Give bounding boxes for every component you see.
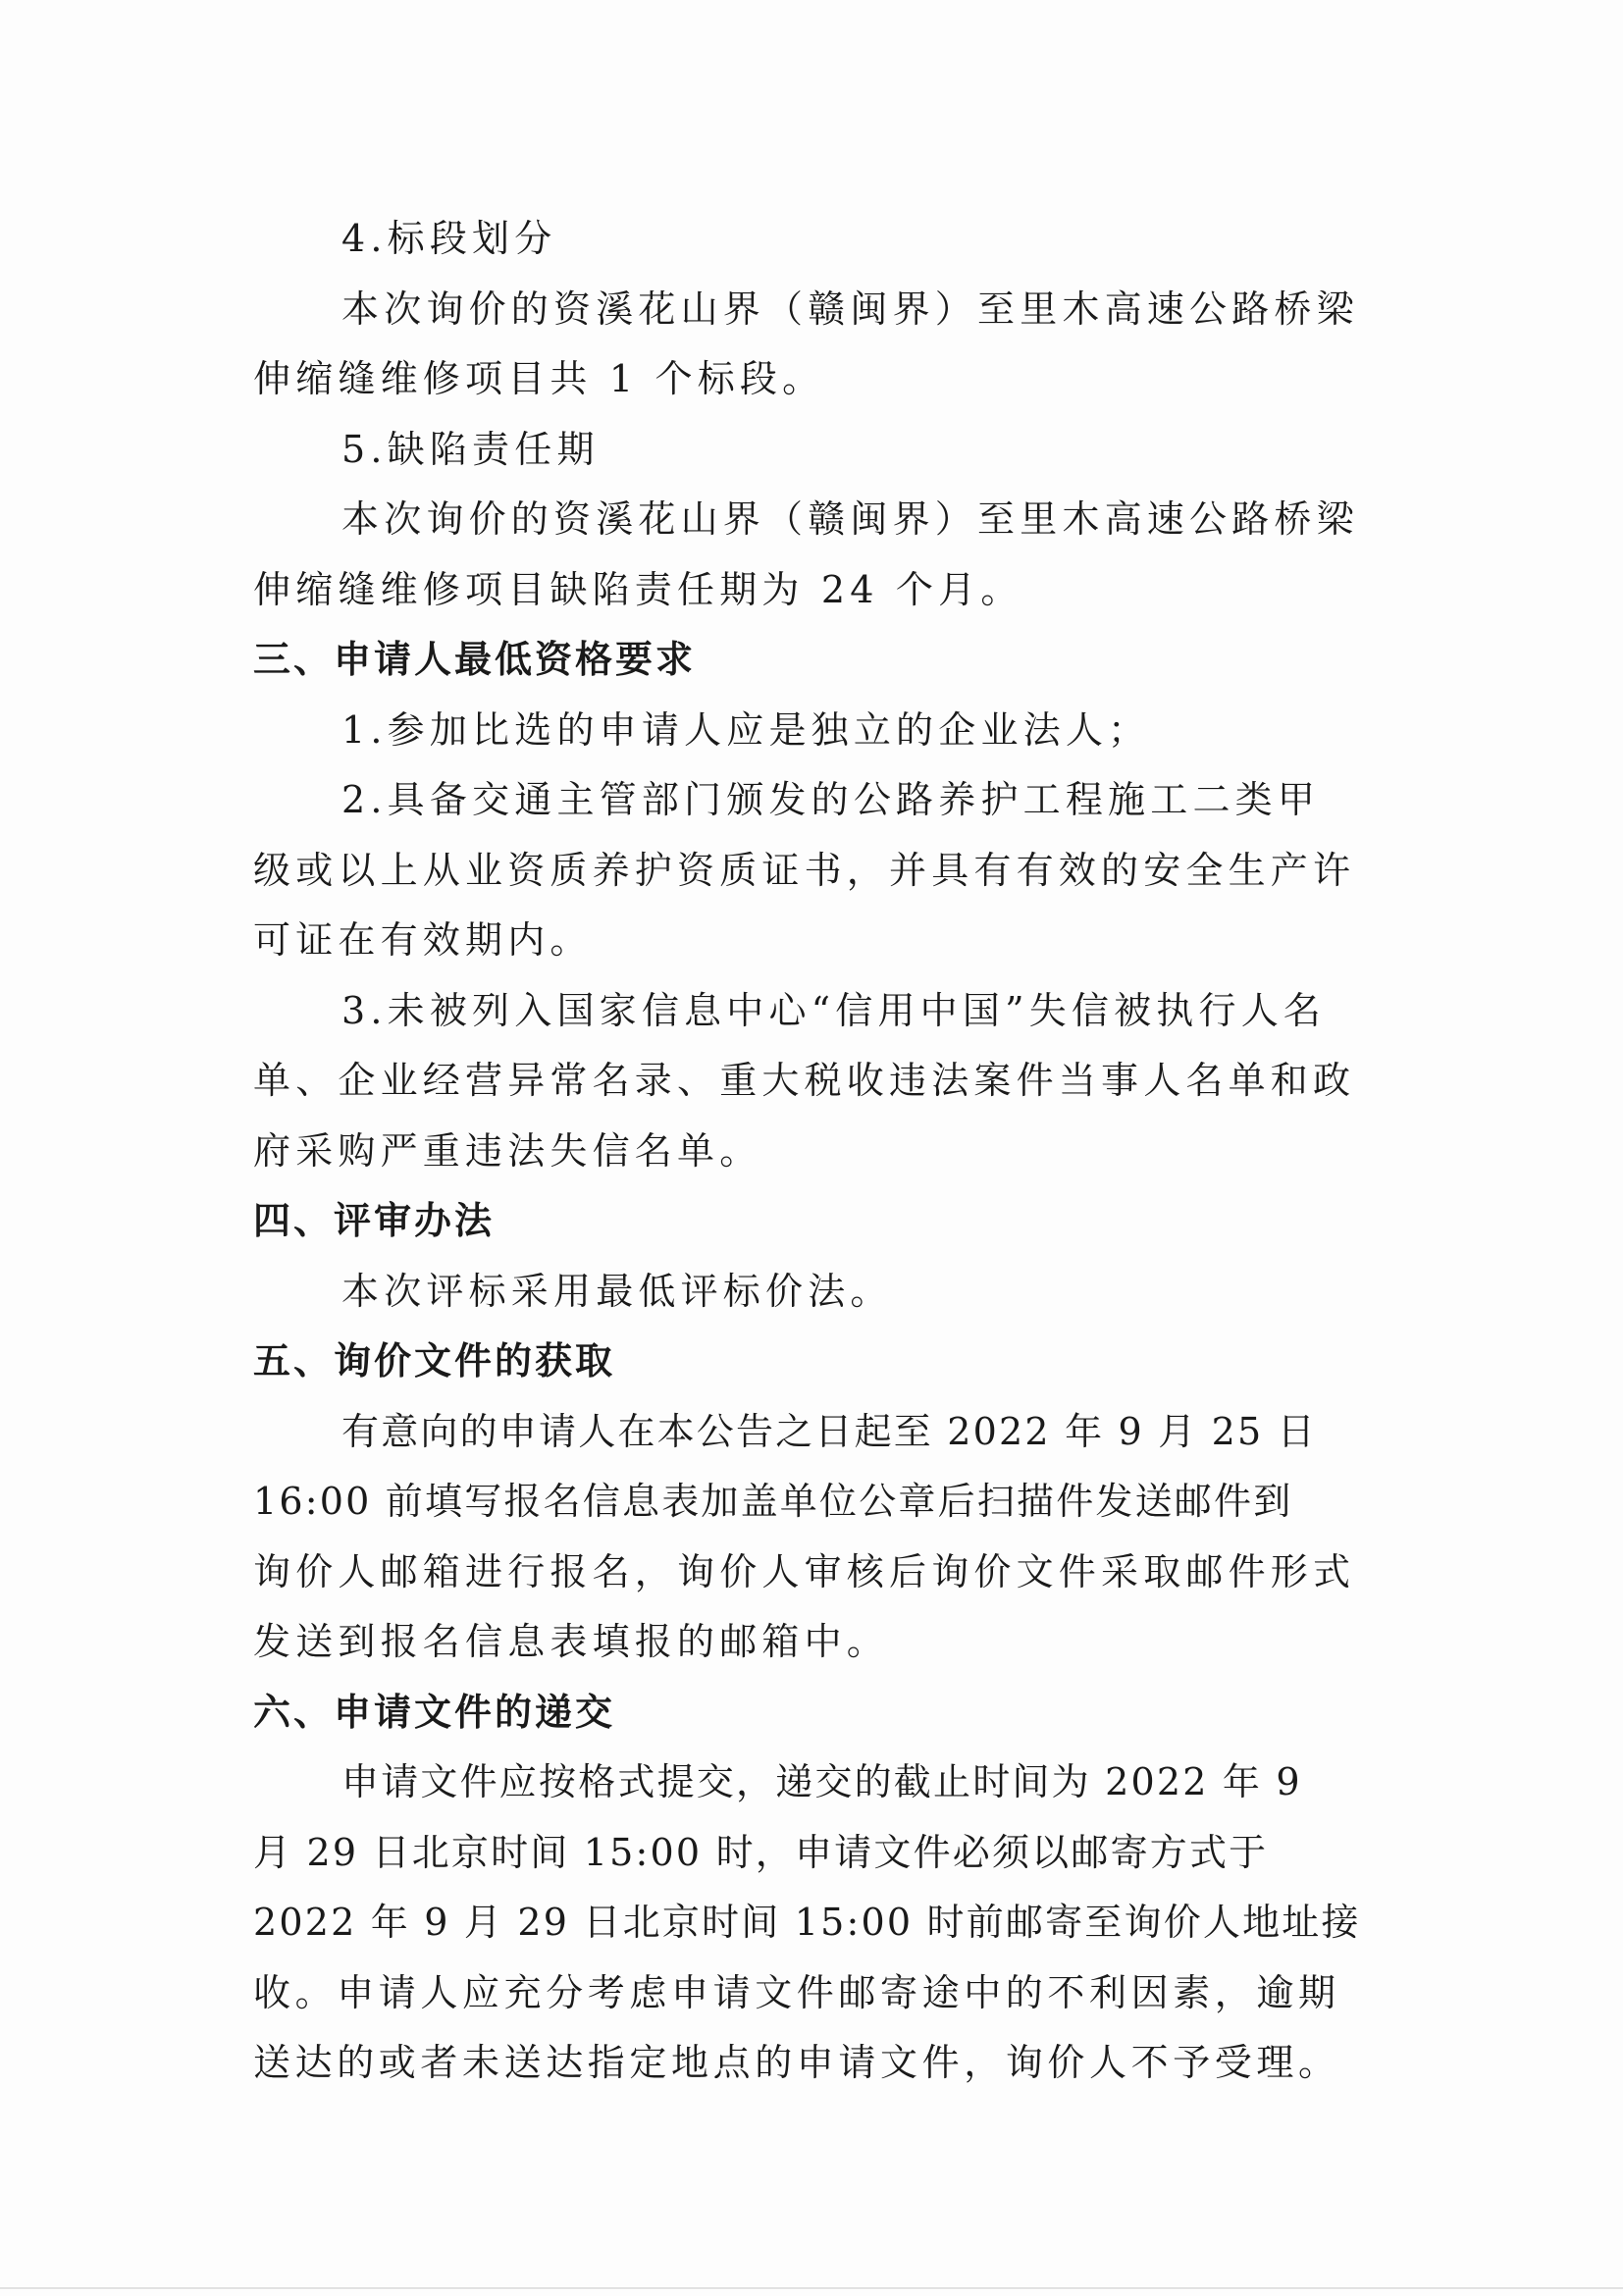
subheading-bid-sections: 4.标段划分 — [341, 217, 557, 260]
paragraph-line: 2.具备交通主管部门颁发的公路养护工程施工二类甲 — [341, 778, 1321, 821]
paragraph-line: 1.参加比选的申请人应是独立的企业法人； — [341, 707, 1151, 752]
paragraph-line: 收。申请人应充分考虑申请文件邮寄途中的不利因素，逾期 — [253, 1970, 1340, 2014]
paragraph-line: 送达的或者未送达指定地点的申请文件，询价人不予受理。 — [253, 2041, 1340, 2084]
paragraph-line: 3.未被列入国家信息中心“信用中国”失信被执行人名 — [341, 988, 1327, 1032]
paragraph-line: 本次询价的资溪花山界（赣闽界）至里木高速公路桥梁 — [341, 287, 1359, 331]
section-heading-document-acquisition: 五、询价文件的获取 — [253, 1339, 616, 1383]
paragraph-line: 级或以上从业资质养护资质证书，并具有有效的安全生产许 — [253, 848, 1356, 892]
paragraph-line: 有意向的申请人在本公告之日起至 2022 年 9 月 25 日 — [341, 1409, 1317, 1453]
paragraph-line: 16:00 前填写报名信息表加盖单位公章后扫描件发送邮件到 — [253, 1480, 1293, 1523]
paragraph-line: 单、企业经营异常名录、重大税收违法案件当事人名单和政 — [253, 1059, 1356, 1102]
paragraph-line: 府采购严重违法失信名单。 — [253, 1128, 762, 1173]
paragraph-line: 申请文件应按格式提交，递交的截止时间为 2022 年 9 — [341, 1760, 1302, 1803]
document-body — [253, 204, 1382, 2099]
section-heading-submission: 六、申请文件的递交 — [253, 1690, 616, 1734]
section-heading-qualifications: 三、申请人最低资格要求 — [253, 638, 697, 681]
paragraph-line: 可证在有效期内。 — [253, 918, 593, 962]
paragraph-line: 伸缩缝维修项目共 1 个标段。 — [253, 357, 825, 400]
paragraph-line: 伸缩缝维修项目缺陷责任期为 24 个月。 — [253, 567, 1023, 611]
paragraph-line: 月 29 日北京时间 15:00 时，申请文件必须以邮寄方式于 — [253, 1830, 1269, 1874]
section-heading-evaluation: 四、评审办法 — [253, 1199, 496, 1242]
paragraph-line: 询价人邮箱进行报名，询价人审核后询价文件采取邮件形式 — [253, 1549, 1356, 1593]
paragraph-line: 发送到报名信息表填报的邮箱中。 — [253, 1620, 890, 1663]
subheading-defect-liability: 5.缺陷责任期 — [341, 427, 600, 471]
paragraph-line: 本次询价的资溪花山界（赣闽界）至里木高速公路桥梁 — [341, 497, 1359, 541]
scan-edge-line — [0, 2287, 1623, 2289]
paragraph-line: 2022 年 9 月 29 日北京时间 15:00 时前邮寄至询价人地址接 — [253, 1901, 1361, 1944]
paragraph-line: 本次评标采用最低评标价法。 — [341, 1269, 893, 1313]
